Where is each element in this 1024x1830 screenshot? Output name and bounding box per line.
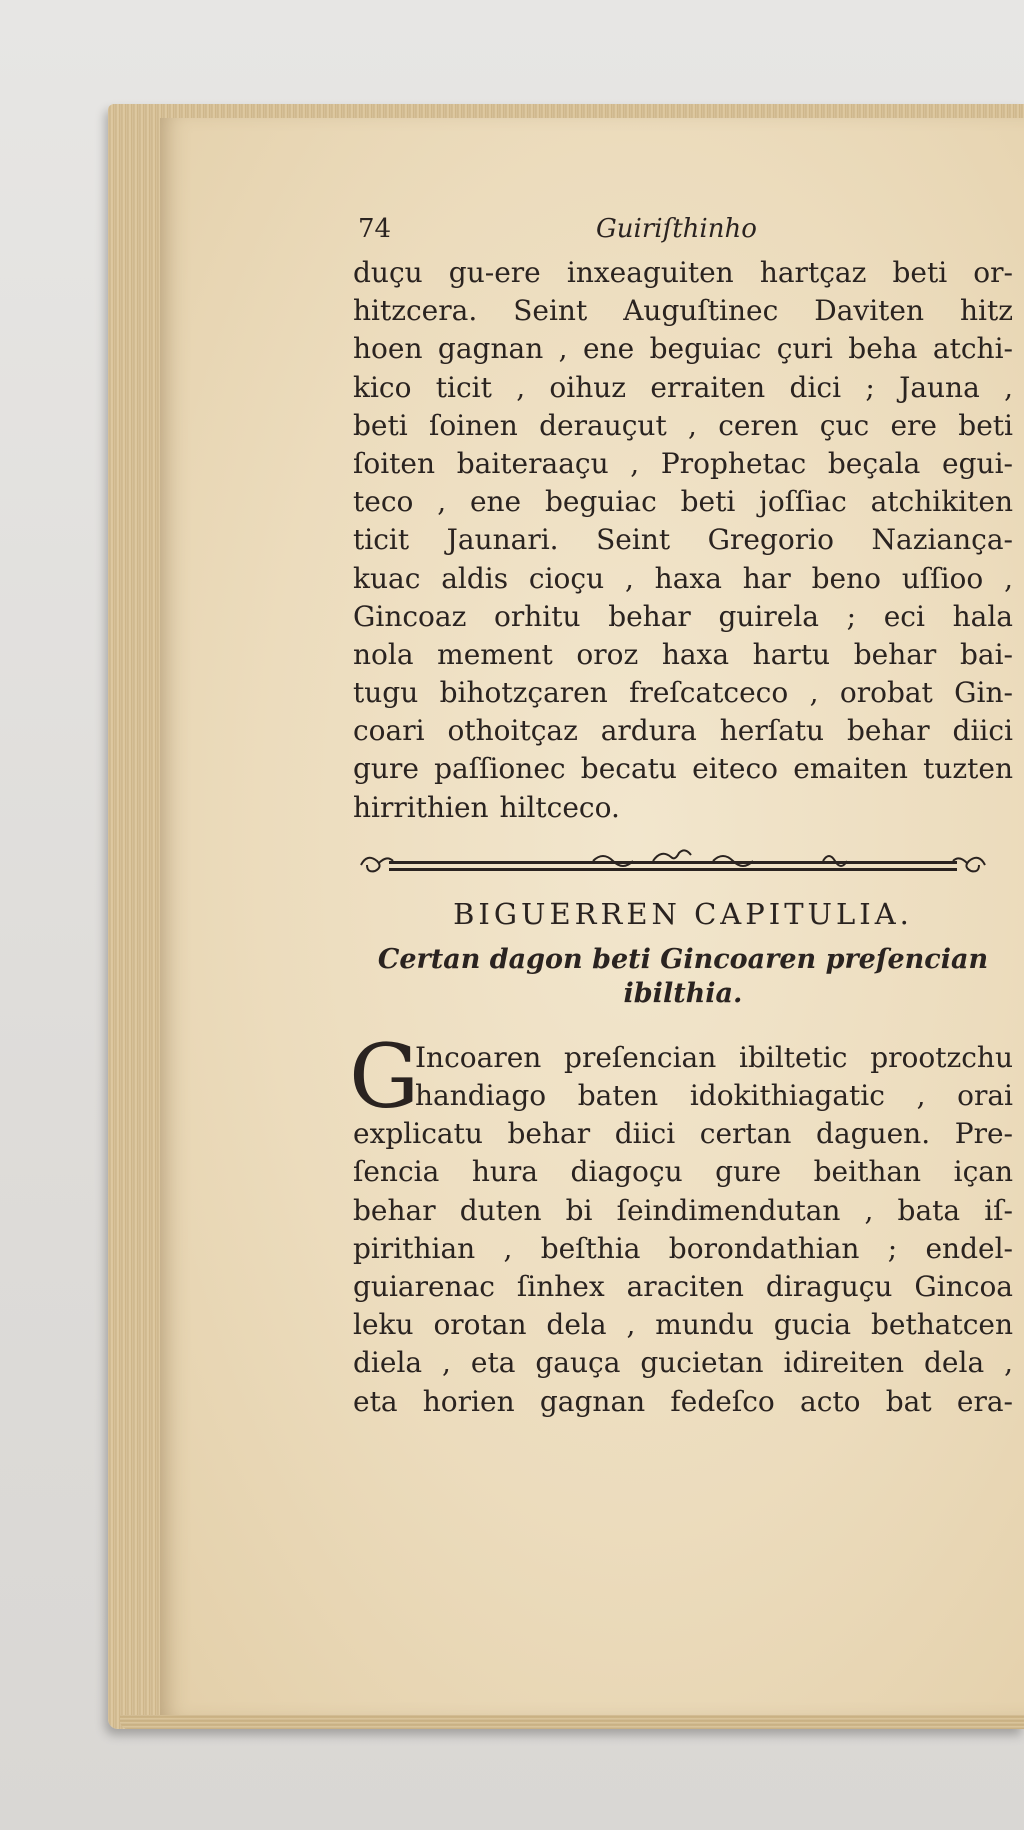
text-line: ſoiten baiteraaçu , Prophetac beçala egui- bbox=[353, 446, 1013, 480]
text-line: diela , eta gauça gucietan idireiten dela , bbox=[353, 1346, 1013, 1380]
text-line: Gincoaz orhitu behar guirela ; eci hala bbox=[353, 599, 1013, 633]
drop-cap: G bbox=[349, 1024, 420, 1128]
text-line: ticit Jaunari. Seint Gregorio Naziança- bbox=[353, 523, 1013, 557]
page-number: 74 bbox=[358, 214, 392, 244]
text-line: behar duten bi ſeindimendutan , bata iſ- bbox=[353, 1193, 1013, 1227]
text-line: tugu bihotzçaren freſcatceco , orobat Gin- bbox=[353, 676, 1013, 710]
book-bottom-edges bbox=[120, 1715, 1024, 1729]
text-line: beti ſoinen derauçut , ceren çuc ere beti bbox=[353, 408, 1013, 442]
text-line: leku orotan dela , mundu gucia bethatcen bbox=[353, 1308, 1013, 1342]
text-line: teco , ene beguiac beti joſſiac atchikiten bbox=[353, 485, 1013, 519]
paragraph-continuation bbox=[353, 254, 1013, 827]
text-line: kuac aldis cioçu , haxa har beno uſſioo , bbox=[353, 561, 1013, 595]
text-line: explicatu behar diici certan daguen. Pre- bbox=[353, 1117, 1013, 1151]
chapter-body bbox=[349, 1024, 1013, 1421]
chapter-subtitle-line: ibilthia. bbox=[623, 977, 743, 1009]
running-head: Guiriſthinho bbox=[596, 214, 757, 244]
page-text-block bbox=[349, 214, 1013, 1421]
text-line: hoen gagnan , ene beguiac çuri beha atchi- bbox=[353, 332, 1013, 366]
text-line: ſencia hura diagoçu gure beithan içan bbox=[353, 1155, 1013, 1189]
text-line: nola mement oroz haxa hartu behar bai- bbox=[353, 637, 1013, 671]
text-line: Incoaren preſencian ibiltetic prootzchu bbox=[415, 1040, 1013, 1074]
text-line: pirithian , beſthia borondathian ; endel- bbox=[353, 1231, 1013, 1265]
text-line: coari othoitçaz ardura herſatu behar diici bbox=[353, 714, 1013, 748]
ornamental-divider bbox=[353, 847, 1013, 883]
text-line: kico ticit , oihuz erraiten dici ; Jauna , bbox=[353, 370, 1013, 404]
text-line: handiago baten idokithiagatic , orai bbox=[415, 1079, 1013, 1112]
page-header bbox=[353, 214, 1013, 254]
text-line: gure paſſionec becatu eiteco emaiten tuzten bbox=[353, 752, 1013, 786]
text-line: guiarenac ſinhex araciten diraguçu Gincoa bbox=[353, 1269, 1013, 1303]
text-line: hitzcera. Seint Auguſtinec Daviten hitz bbox=[353, 294, 1013, 328]
text-line: hirrithien hiltceco. bbox=[353, 790, 620, 824]
chapter-title: BIGUERREN CAPITULIA. bbox=[453, 896, 913, 931]
chapter-subtitle bbox=[353, 943, 1013, 1011]
text-line: duçu gu-ere inxeaguiten hartçaz beti or- bbox=[353, 256, 1013, 289]
text-line: eta horien gagnan fedeſco acto bat era- bbox=[353, 1384, 1013, 1418]
chapter-subtitle-line: Certan dagon beti Gincoaren preſencian bbox=[377, 943, 989, 975]
